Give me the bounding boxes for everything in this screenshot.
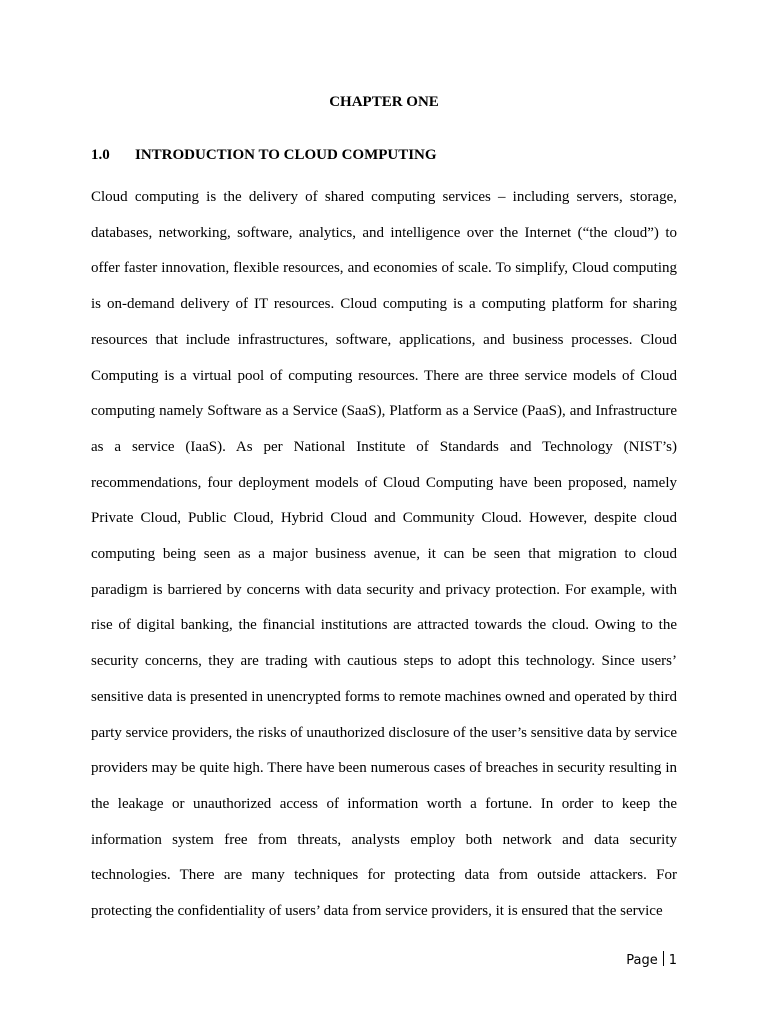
footer-separator xyxy=(663,951,664,966)
section-number: 1.0 xyxy=(91,147,110,163)
page-footer xyxy=(626,951,677,970)
body-paragraph: Cloud computing is the delivery of shared computing services – including servers, storage, databases, networking, software, analytics, and intelligence over the Internet (“the cloud”) to offer faster innovation, flexible resources, and economies of scale. To simplify, Cloud computing is on-demand delivery of IT resources. Cloud computing is a computing platform for sharing resources that include infrastructures, software, applications, and business processes. Cloud Computing is a virtual pool of computing resources. There are three service models of Cloud computing namely Software as a Service (SaaS), Platform as a Service (PaaS), and Infrastructure as a service (IaaS). As per National Institute of Standards and Technology (NIST’s) recommendations, four deployment models of Cloud Computing have been proposed, namely Private Cloud, Public Cloud, Hybrid Cloud and Community Cloud. However, despite cloud computing being seen as a major business avenue, it can be seen that migration to cloud paradigm is barriered by concerns with data security and privacy protection. For example, with rise of digital banking, the financial institutions are attracted towards the cloud. Owing to the security concerns, they are trading with cautious steps to adopt this technology. Since users’ sensitive data is presented in unencrypted forms to remote machines owned and operated by third party service providers, the risks of unauthorized disclosure of the user’s sensitive data by service providers may be quite high. There have been numerous cases of breaches in security resulting in the leakage or unauthorized access of information worth a fortune. In order to keep the information system free from threats, analysts employ both network and data security technologies. There are many techniques for protecting data from outside attackers. For protecting the confidentiality of users’ data from service providers, it is ensured that the service xyxy=(91,189,677,920)
section-heading xyxy=(91,146,437,164)
section-title: INTRODUCTION TO CLOUD COMPUTING xyxy=(135,147,437,163)
page-number: 1 xyxy=(668,953,677,968)
page-label: Page xyxy=(626,953,658,968)
chapter-title: CHAPTER ONE xyxy=(329,94,439,110)
